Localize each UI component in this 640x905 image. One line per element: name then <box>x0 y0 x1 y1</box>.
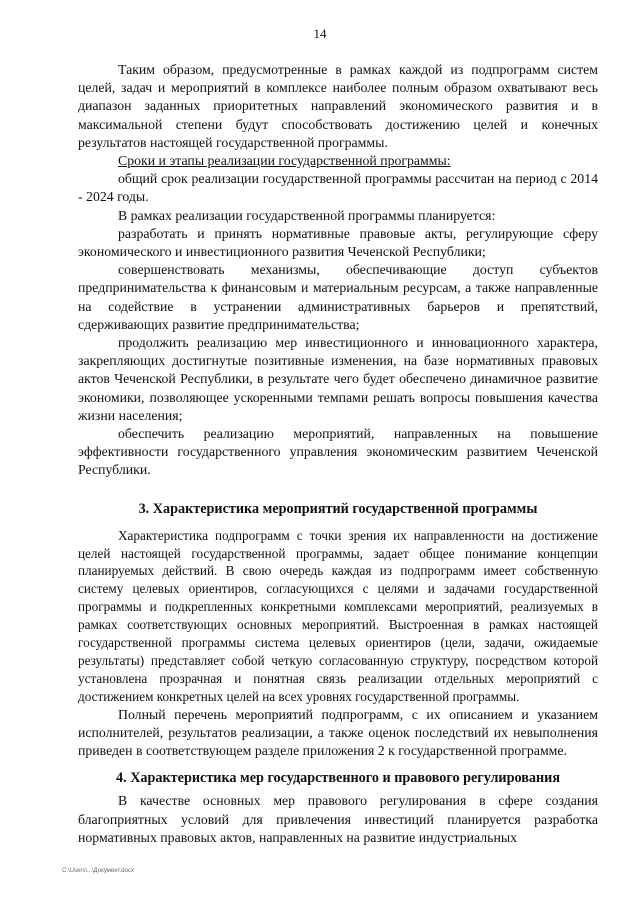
list-item: совершенствовать механизмы, обеспечивающие доступ субъектов предпринимательства к финансовым и материальным ресурсам, а также направленные на содействие в устранении административных барьеров и препятствий, сдерживающих развитие предпринимательства; <box>78 262 598 332</box>
paragraph: В качестве основных мер правового регулирования в сфере создания благоприятных условий для привлечения инвестиций планируется разработка нормативных правовых актов, направленных на развитие индустриальных <box>78 793 598 845</box>
terms-heading-text: Сроки и этапы реализации государственной программы: <box>118 153 451 169</box>
paragraph: Полный перечень мероприятий подпрограмм, с их описанием и указанием исполнителей, результатов реализации, а также оценок последствий их невыполнения приведен в соответствующем разделе приложения 2 к государственной программе. <box>78 706 598 759</box>
paragraph: В рамках реализации государственной программы планируется: <box>118 207 496 223</box>
paragraph: Характеристика подпрограмм с точки зрения их направленности на достижение целей настоящей государственной программы, задает общее понимание концепции планируемых действий. В свою очередь каждая из подпрограмм имеет собственную систему целевых ориентиров, согласующихся с целями и задачами государственной программы и подкрепленных конкретными комплексами мероприятий, реализуемых в рамках соответствующих основных мероприятий. Выстроенная в рамках настоящей государственной программы система целевых ориентиров (цели, задачи, ожидаемые результаты) представляет собой четкую согласованную структуру, посредством которой установлена прозрачная и понятная связь реализации отдельных мероприятий с достижением конкретных целей на всех уровнях государственной программы. <box>78 527 598 704</box>
page-content <box>78 61 598 847</box>
paragraph: общий срок реализации государственной программы рассчитан на период с 2014 - 2024 годы. <box>78 171 598 205</box>
terms-heading <box>78 152 598 170</box>
list-item: разработать и принять нормативные правовые акты, регулирующие сферу экономического и инвестиционного развития Чеченской Республики; <box>78 225 598 260</box>
list-item: продолжить реализацию мер инвестиционного и инновационного характера, закрепляющих достигнутые позитивные изменения, на базе нормативных правовых актов Чеченской Республики, в результате чего будет обеспечено динамичное развитие экономики, позволяющее ускоренными темпами решать вопросы повышения качества жизни населения; <box>78 335 598 423</box>
section-heading: 4. Характеристика мер государственного и правового регулирования <box>116 770 560 787</box>
footer-file-path: C:\Users\...\Документ.docx <box>62 868 134 874</box>
list-item: обеспечить реализацию мероприятий, направленных на повышение эффективности государственного управления экономическим развитием Чеченской Республики. <box>78 426 598 478</box>
section-heading: 3. Характеристика мероприятий государственной программы <box>138 500 538 517</box>
page-number: 14 <box>313 26 327 41</box>
paragraph: Таким образом, предусмотренные в рамках каждой из подпрограмм систем целей, задач и мероприятий в комплексе наиболее полным образом охватывают весь диапазон заданных приоритетных направлений экономического развития и в максимальной степени будут способствовать достижению целей и конечных результатов настоящей государственной программы. <box>78 62 598 150</box>
